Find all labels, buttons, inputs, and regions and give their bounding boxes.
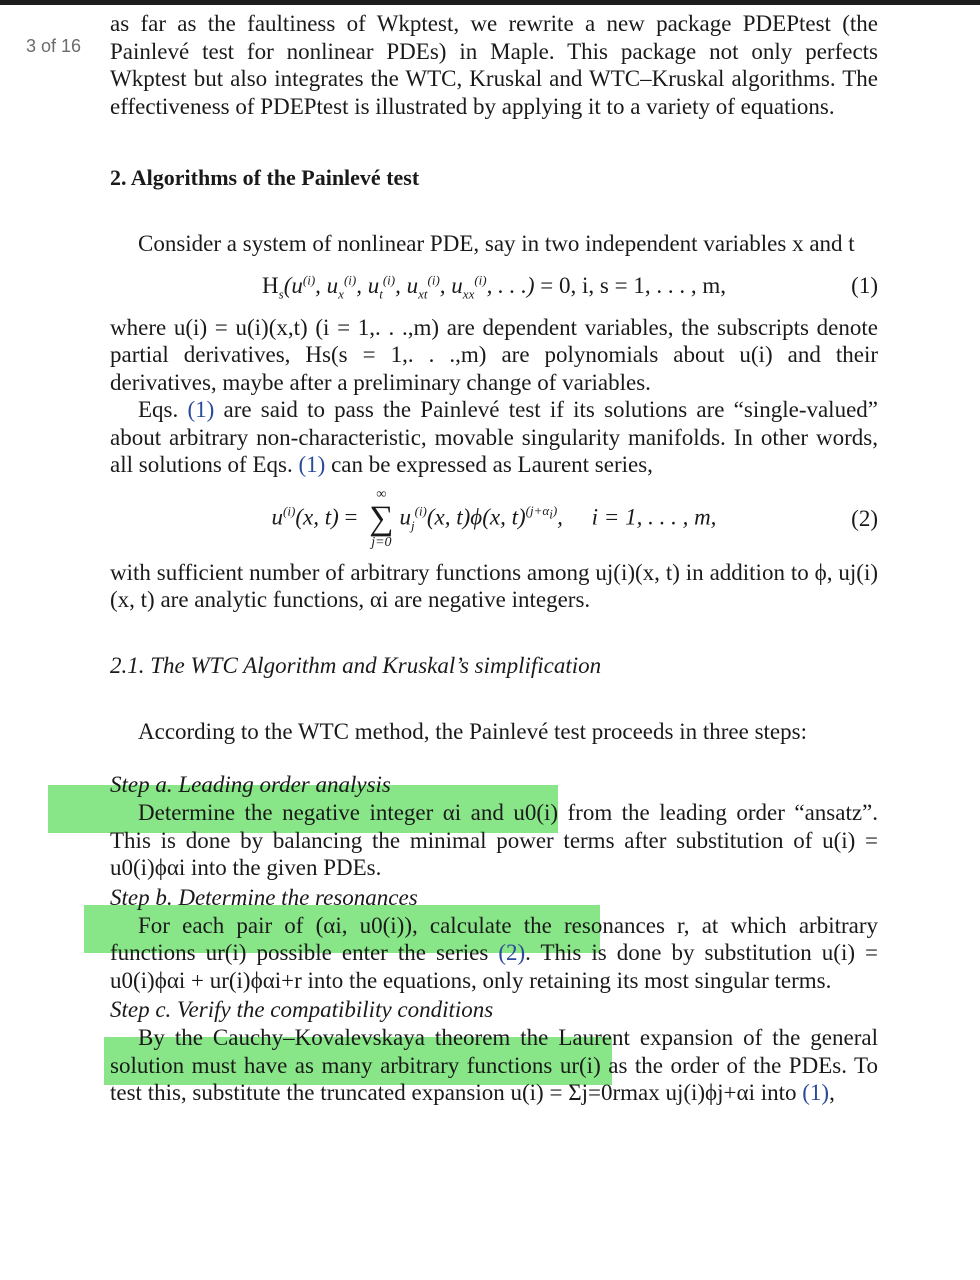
para3-text-c: can be expressed as Laurent series, xyxy=(325,452,653,477)
equation-1-tail: = 0, i, s = 1, . . . , m, xyxy=(540,272,726,298)
step-b-text xyxy=(110,912,878,995)
step-b-text-a: For each pair of (αi, u0(i)), calculate the resonances r, at which arbitrary functions ur(i) possible enter the series xyxy=(110,912,878,965)
eq-ref-1-link[interactable]: (1) xyxy=(187,397,215,422)
step-c-text xyxy=(110,1024,878,1107)
eq-ref-1b-link[interactable]: (1) xyxy=(298,452,326,477)
sum-lower-limit: j=0 xyxy=(371,534,392,550)
equation-2 xyxy=(110,479,878,559)
summation-symbol: ∞ ∑ j=0 xyxy=(369,486,394,550)
document-body xyxy=(110,10,878,1107)
step-c-text-b: , xyxy=(829,1080,835,1105)
para3-text-b: are said to pass the Painlevé test if its solutions are “single-valued” about arbitrary non-characteristic, movable singularity manifolds. In other words, all solutions of Eqs. xyxy=(110,397,878,477)
step-a-text: Determine the negative integer αi and u0(i) from the leading order “ansatz”. This is done by balancing the minimal power terms after substitution of u(i) = u0(i)ϕαi into the given PDEs. xyxy=(110,800,878,880)
equation-2-number: (2) xyxy=(851,505,878,531)
equation-2-body: $u^{(i)}(x$, t) = ∞ ∑ j=0 $u_j^{(i)}(x$, t)ϕ(x, t)$^{(j+\alpha_i)}$, i = 1, . . . , m, xyxy=(271,486,717,550)
section-paragraph-4: with sufficient number of arbitrary functions among uj(i)(x, t) in addition to ϕ, uj(i)(x, t) are analytic functions, αi are negative integers. xyxy=(110,559,878,612)
step-c-text-a: By the Cauchy–Kovalevskaya theorem the Laurent expansion of the general solution must have as many arbitrary functions ur(i) as the order of the PDEs. To test this, substitute the truncated expansion u(i) = Σj=0rmax uj(i)ϕj+αi into xyxy=(110,1025,878,1105)
eq-ref-2-link[interactable]: (2) xyxy=(498,940,526,965)
section-paragraph-1: Consider a system of nonlinear PDE, say in two independent variables x and t xyxy=(138,231,855,256)
section-title: 2. Algorithms of the Painlevé test xyxy=(110,165,420,190)
equation-1 xyxy=(110,258,878,314)
step-a-title: Step a. Leading order analysis xyxy=(110,772,391,797)
step-c-title: Step c. Verify the compatibility conditions xyxy=(110,997,494,1022)
step-b-text-b: . This is done by substitution u(i) = u0(i)ϕαi + ur(i)ϕαi+r into the equations, only retaining its most singular terms. xyxy=(110,940,878,993)
section-paragraph-3 xyxy=(110,396,878,479)
equation-2-tail: i = 1, . . . , m, xyxy=(591,503,717,529)
subsection-intro: According to the WTC method, the Painlevé test proceeds in three steps: xyxy=(138,718,807,744)
intro-paragraph: as far as the faultiness of Wkptest, we rewrite a new package PDEPtest (the Painlevé test for nonlinear PDEs) in Maple. This package not only perfects Wkptest but also integrates the WTC, Kruskal and WTC–Kruskal algorithms. The effectiveness of PDEPtest is illustrated by applying it to a variety of equations. xyxy=(110,11,878,119)
page-indicator: 3 of 16 xyxy=(26,36,82,56)
step-b-title: Step b. Determine the resonances xyxy=(110,884,418,910)
equation-1-number: (1) xyxy=(851,272,878,298)
top-bar xyxy=(0,0,980,5)
subsection-title: 2.1. The WTC Algorithm and Kruskal’s simplification xyxy=(110,652,602,678)
section-paragraph-2: where u(i) = u(i)(x,t) (i = 1,. . .,m) are dependent variables, the subscripts denote partial derivatives, Hs(s = 1,. . .,m) are polynomials about u(i) and their derivatives, maybe after a preliminary change of variables. xyxy=(110,314,878,395)
para3-text-a: Eqs. xyxy=(138,397,188,422)
equation-1-body: $H_s(u^{(i)}$, $u_x^{(i)}$, $u_t^{(i)}$, $u_{xt}^{(i)}$, $u_{xx}^{(i)}$, . . .) = 0, i, s = 1, . . . , m, xyxy=(262,271,726,302)
eq-ref-1c-link[interactable]: (1) xyxy=(802,1080,830,1105)
sum-upper-limit: ∞ xyxy=(376,486,387,502)
